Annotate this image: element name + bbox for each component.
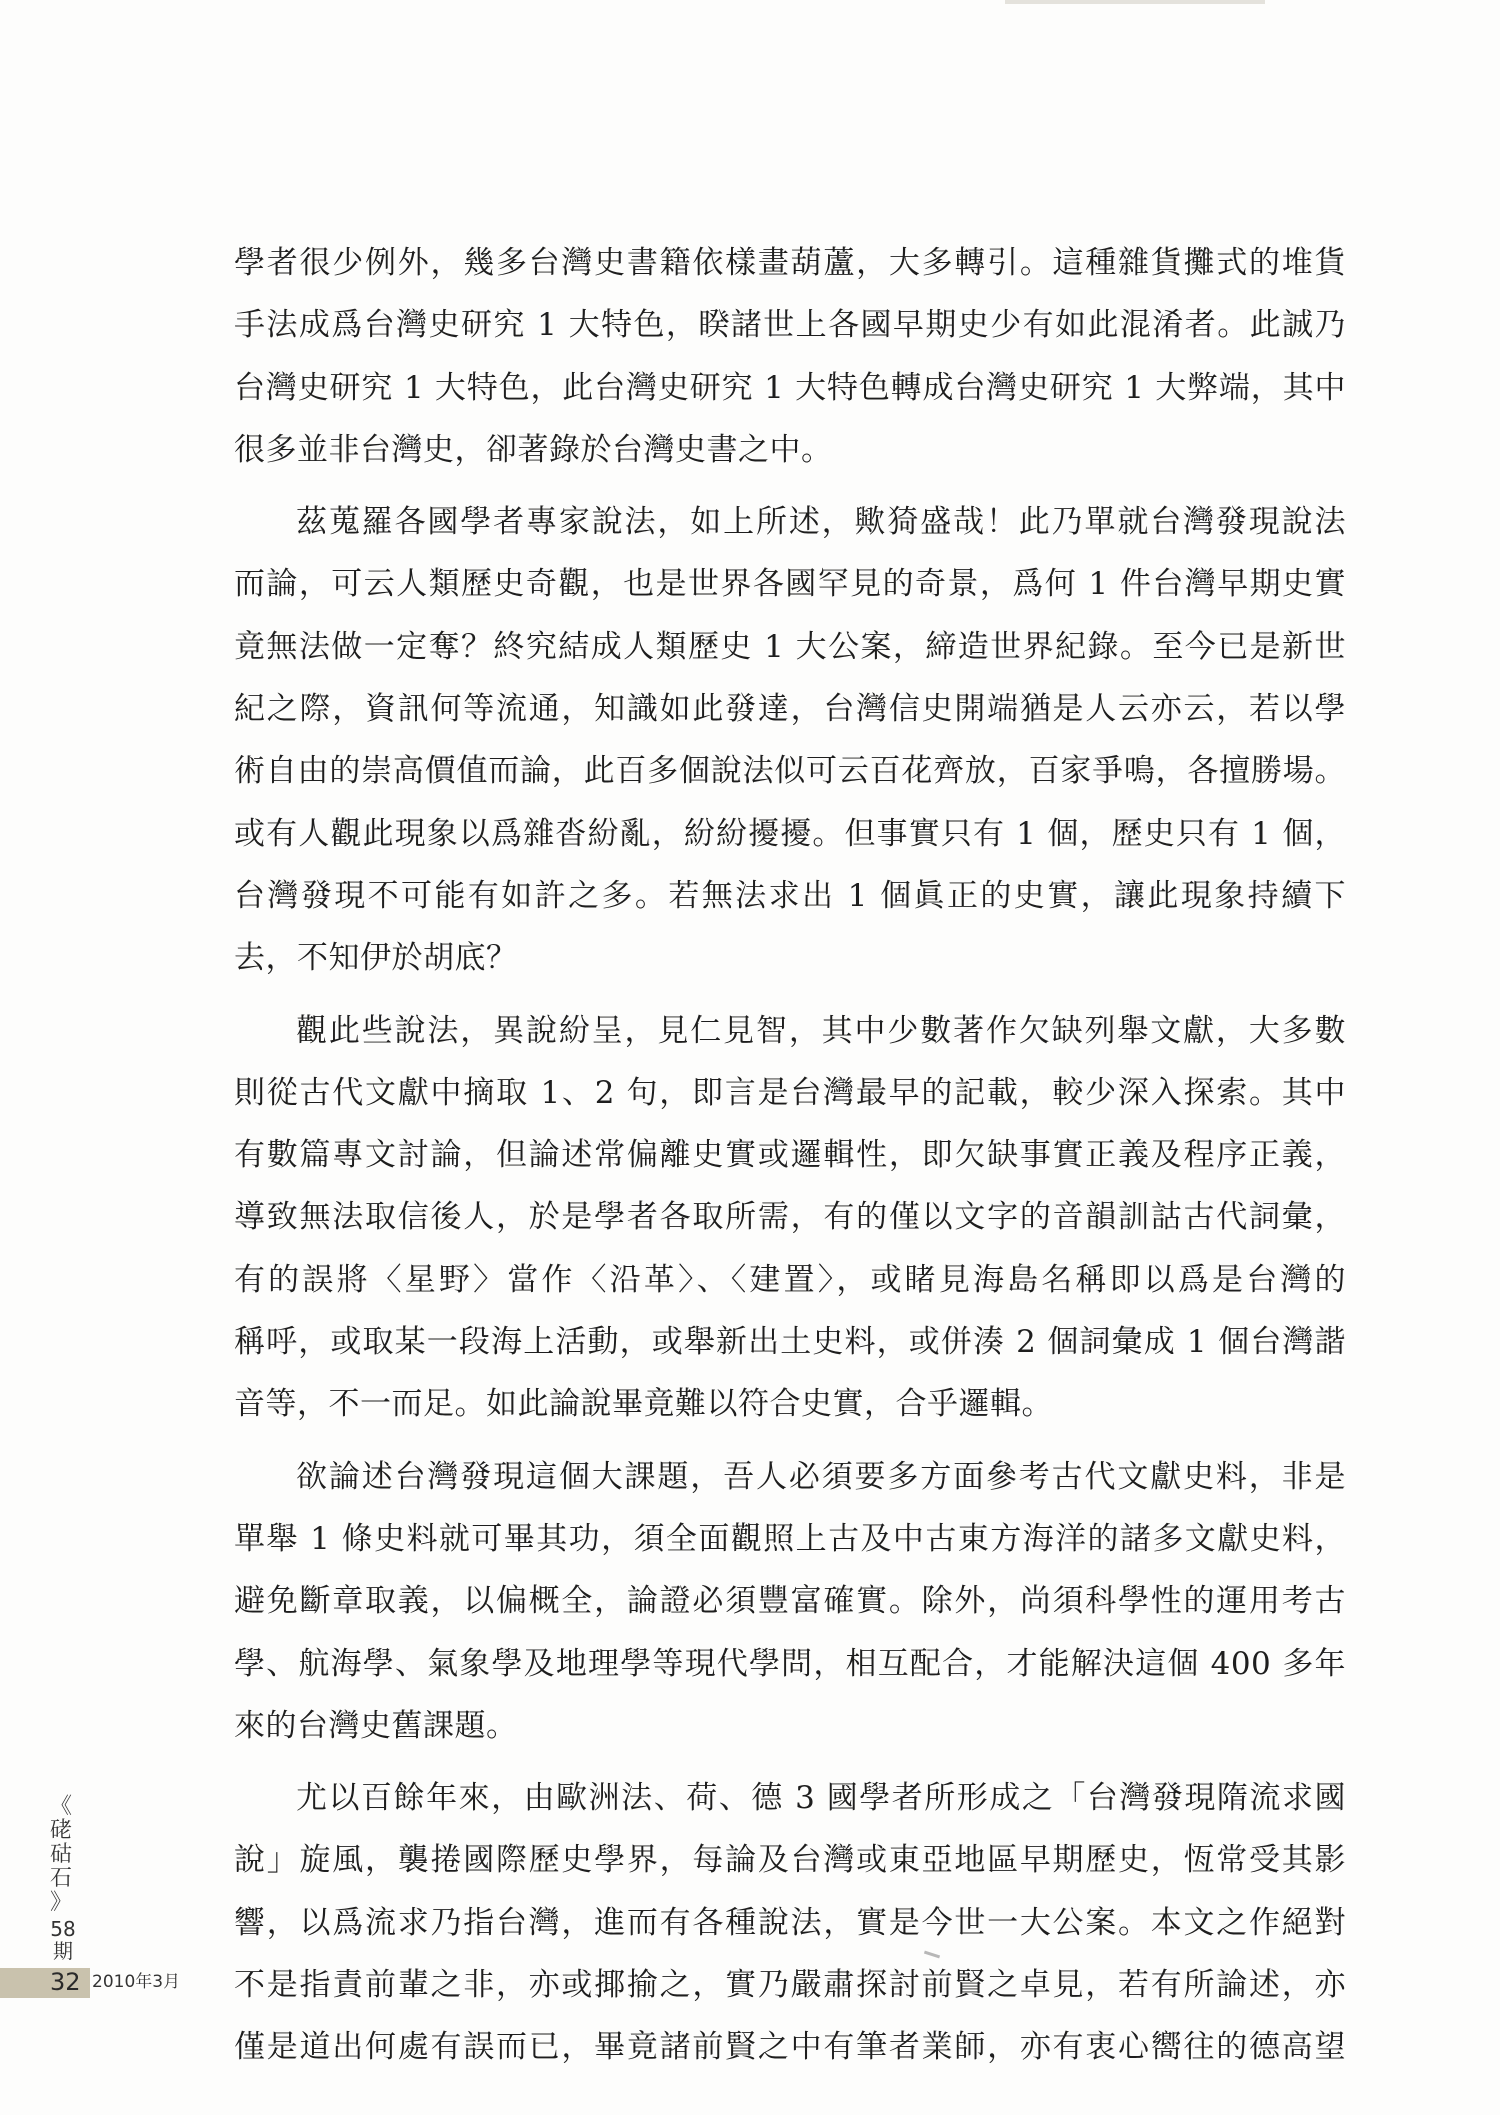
text-line: 茲蒐羅各國學者專家說法，如上所述，歟猗盛哉！此乃單就台灣發現說法	[296, 504, 1346, 541]
text-line: 有數篇專文討論，但論述常偏離史實或邏輯性，即欠缺事實正義及程序正義，	[234, 1137, 1346, 1174]
text-line: 來的台灣史舊課題。	[234, 1707, 518, 1744]
scan-edge-mark	[1005, 0, 1265, 4]
text-line: 單舉 1 條史料就可畢其功，須全面觀照上古及中古東方海洋的諸多文獻史料，	[234, 1520, 1346, 1557]
text-line: 竟無法做一定奪？終究結成人類歷史 1 大公案，締造世界紀錄。至今已是新世	[234, 628, 1346, 665]
text-line: 觀此些說法，異說紛呈，見仁見智，其中少數著作欠缺列舉文獻，大多數	[296, 1012, 1346, 1049]
article-body	[234, 232, 1346, 2079]
text-line: 手法成爲台灣史研究 1 大特色，睽諸世上各國早期史少有如此混淆者。此誠乃	[234, 307, 1346, 344]
text-line: 稱呼，或取某一段海上活動，或舉新出土史料，或併湊 2 個詞彙成 1 個台灣諧	[234, 1324, 1346, 1361]
journal-title	[46, 1795, 76, 1915]
text-line: 去，不知伊於胡底？	[234, 940, 518, 977]
text-line: 不是指責前輩之非，亦或揶揄之，實乃嚴肅探討前賢之卓見，若有所論述，亦	[234, 1967, 1346, 2004]
journal-title-vertical: 《 硓 𥑮 石 》	[49, 1794, 72, 1915]
text-line: 則從古代文獻中摘取 1、2 句，即言是台灣最早的記載，較少深入探索。其中	[234, 1074, 1346, 1111]
text-line: 紀之際，資訊何等流通，知識如此發達，台灣信史開端猶是人云亦云，若以學	[234, 691, 1346, 728]
issue-date: 2010年3月	[92, 1972, 181, 1992]
text-line: 尤以百餘年來，由歐洲法、荷、德 3 國學者所形成之「台灣發現隋流求國	[296, 1780, 1346, 1817]
text-line: 術自由的崇高價值而論，此百多個說法似可云百花齊放，百家爭鳴，各擅勝場。	[234, 753, 1346, 790]
text-line: 避免斷章取義，以偏概全，論證必須豐富確實。除外，尚須科學性的運用考古	[234, 1583, 1346, 1620]
text-line: 僅是道出何處有誤而已，畢竟諸前賢之中有筆者業師，亦有衷心嚮往的德高望	[234, 2029, 1346, 2066]
text-line: 音等，不一而足。如此論說畢竟難以符合史實，合乎邏輯。	[234, 1386, 1053, 1423]
text-line: 響，以爲流求乃指台灣，進而有各種說法，實是今世一大公案。本文之作絕對	[234, 1904, 1346, 1941]
text-line: 台灣史研究 1 大特色，此台灣史研究 1 大特色轉成台灣史研究 1 大弊端，其中	[234, 369, 1346, 406]
page-number: 32	[50, 1968, 81, 1996]
text-line: 台灣發現不可能有如許之多。若無法求出 1 個眞正的史實，讓此現象持續下	[234, 877, 1346, 914]
issue-number: 58期	[50, 1917, 76, 1963]
text-line: 說」旋風，襲捲國際歷史學界，每論及台灣或東亞地區早期歷史，恆常受其影	[234, 1842, 1346, 1879]
text-line: 學、航海學、氣象學及地理學等現代學問，相互配合，才能解決這個 400 多年	[234, 1645, 1346, 1682]
text-line: 學者很少例外，幾多台灣史書籍依樣畫葫蘆，大多轉引。這種雜貨攤式的堆貨	[234, 245, 1346, 281]
text-line: 而論，可云人類歷史奇觀，也是世界各國罕見的奇景，爲何 1 件台灣早期史實	[234, 566, 1346, 603]
text-line: 欲論述台灣發現這個大課題，吾人必須要多方面參考古代文獻史料，非是	[296, 1458, 1346, 1495]
text-line: 導致無法取信後人，於是學者各取所需，有的僅以文字的音韻訓詁古代詞彙，	[234, 1199, 1346, 1236]
text-line: 很多並非台灣史，卻著錄於台灣史書之中。	[234, 431, 833, 468]
text-line: 或有人觀此現象以爲雜沓紛亂，紛紛擾擾。但事實只有 1 個，歷史只有 1 個，	[234, 815, 1346, 852]
text-line: 有的誤將〈星野〉當作〈沿革〉、〈建置〉，或睹見海島名稱即以爲是台灣的	[234, 1261, 1346, 1298]
